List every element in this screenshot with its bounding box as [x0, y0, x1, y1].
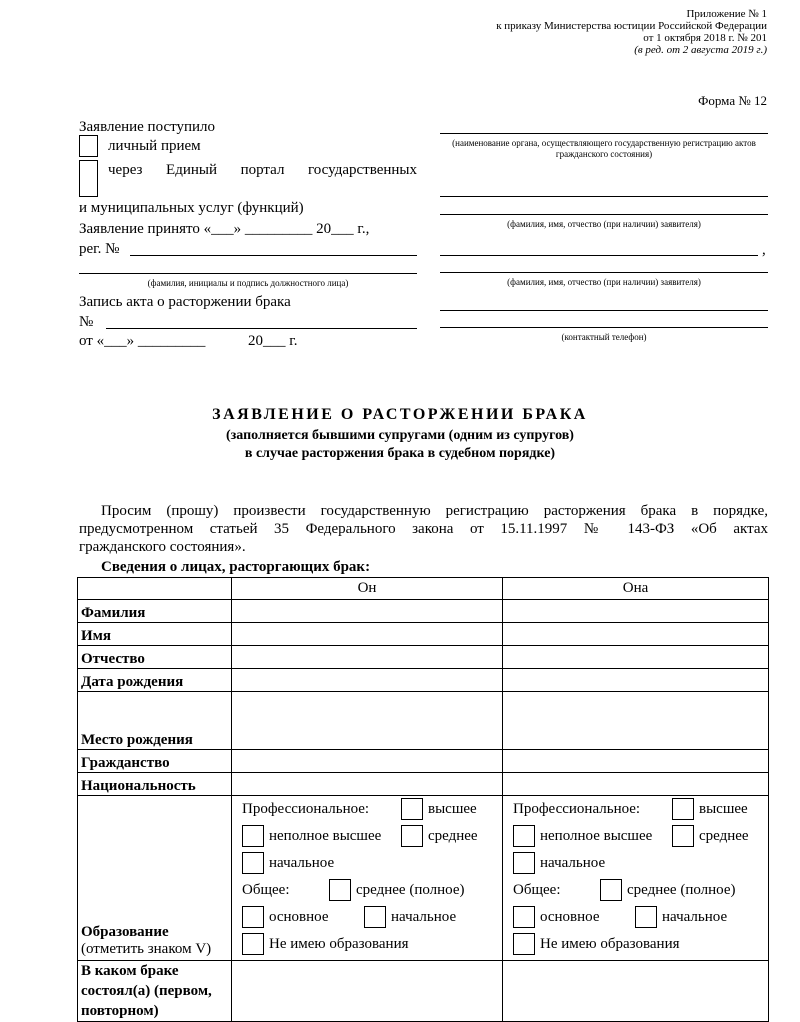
row-label-marriage: [78, 961, 232, 1022]
col-he: Он: [232, 578, 503, 600]
edu-he-secondary-checkbox[interactable]: [401, 825, 423, 847]
applicant-line-1a[interactable]: [440, 196, 768, 197]
table-row: [78, 773, 769, 796]
table-row: [78, 750, 769, 773]
table-row: [78, 961, 769, 1022]
row-label-birth-date: Дата рождения: [78, 669, 232, 692]
edu-she-incomplete-higher-checkbox[interactable]: [513, 825, 535, 847]
edu-she-basic-checkbox[interactable]: [513, 906, 535, 928]
body-line-2: предусмотренном статьей 35 Федерального закона от 15.11.1997 № 143-ФЗ «Об актах: [79, 521, 768, 537]
reg-label: рег. №: [79, 241, 120, 257]
row-label-education: [78, 796, 232, 961]
edu-she-primary-general-checkbox[interactable]: [635, 906, 657, 928]
table-row: [78, 600, 769, 623]
phone-caption: (контактный телефон): [561, 332, 647, 342]
edu-he-incomplete-higher-label: неполное высшее: [269, 828, 382, 844]
edu-she-primary-checkbox[interactable]: [513, 852, 535, 874]
edu-she-secondary-label: среднее: [699, 828, 749, 844]
persons-table: [77, 577, 769, 1022]
citizenship-she-cell[interactable]: [503, 750, 769, 773]
edu-she-basic-label: основное: [540, 909, 600, 925]
body-line-3: гражданского состояния».: [79, 539, 246, 555]
birth-place-she-cell[interactable]: [503, 692, 769, 750]
edu-he-secondary-label: среднее: [428, 828, 478, 844]
portal-checkbox[interactable]: [79, 160, 98, 197]
edu-he-primary-checkbox[interactable]: [242, 852, 264, 874]
edu-he-primary-label: начальное: [269, 855, 335, 871]
edu-he-primary-general-checkbox[interactable]: [364, 906, 386, 928]
record-label: Запись акта о расторжении брака: [79, 294, 291, 310]
record-number-label: №: [79, 314, 94, 330]
applicant-comma: ,: [762, 242, 766, 258]
phone-line-a[interactable]: [440, 310, 768, 311]
portal-label-line1: через Единый портал государственных: [108, 162, 417, 178]
applicant-caption-1: (фамилия, имя, отчество (при наличии) заявителя): [507, 219, 701, 229]
edu-she-higher-checkbox[interactable]: [672, 798, 694, 820]
edu-he-none-label: Не имею образования: [269, 936, 409, 952]
table-header-empty: [78, 578, 232, 600]
marriage-label-line-3: повторном): [81, 1003, 159, 1019]
birth-place-he-cell[interactable]: [232, 692, 503, 750]
applicant-line-1b[interactable]: [440, 214, 768, 215]
edu-he-higher-checkbox[interactable]: [401, 798, 423, 820]
nationality-he-cell[interactable]: [232, 773, 503, 796]
row-label-surname: Фамилия: [78, 600, 232, 623]
applicant-line-2b[interactable]: [440, 272, 768, 273]
edu-he-primary-general-label: начальное: [391, 909, 457, 925]
applicant-line-2a[interactable]: [440, 255, 758, 256]
marriage-label-line-1: В каком браке: [81, 963, 179, 979]
edu-he-secondary-full-label: среднее (полное): [356, 882, 465, 898]
record-date-year: 20___ г.: [248, 333, 298, 349]
row-label-birth-place: Место рождения: [78, 692, 232, 750]
marriage-label-line-2: состоял(а) (первом,: [81, 983, 212, 999]
personal-checkbox[interactable]: [79, 135, 98, 157]
row-label-patronymic: Отчество: [78, 646, 232, 669]
education-note: (отметить знаком V): [81, 941, 212, 957]
header-line-2: к приказу Министерства юстиции Российской Федерации: [496, 20, 767, 32]
patronymic-he-cell[interactable]: [232, 646, 503, 669]
header-line-1: Приложение № 1: [686, 8, 767, 20]
edu-she-primary-label: начальное: [540, 855, 606, 871]
edu-she-incomplete-higher-label: неполное высшее: [540, 828, 653, 844]
form-number: Форма № 12: [698, 93, 767, 108]
row-label-nationality: Национальность: [78, 773, 232, 796]
header-line-3: от 1 октября 2018 г. № 201: [643, 32, 767, 44]
patronymic-she-cell[interactable]: [503, 646, 769, 669]
edu-she-none-label: Не имею образования: [540, 936, 680, 952]
edu-she-higher-label: высшее: [699, 801, 748, 817]
edu-she-secondary-full-label: среднее (полное): [627, 882, 736, 898]
edu-she-secondary-full-checkbox[interactable]: [600, 879, 622, 901]
col-she: Она: [503, 578, 769, 600]
table-row: [78, 669, 769, 692]
edu-he-general: Общее:: [242, 882, 290, 898]
official-signature-line[interactable]: [79, 273, 417, 274]
table-row: [78, 796, 769, 961]
edu-he-basic-checkbox[interactable]: [242, 906, 264, 928]
education-he-cell: [232, 796, 503, 961]
table-header-row: [78, 578, 769, 600]
birth-date-he-cell[interactable]: [232, 669, 503, 692]
organ-line[interactable]: [440, 133, 768, 134]
name-he-cell[interactable]: [232, 623, 503, 646]
table-row: [78, 646, 769, 669]
edu-she-secondary-checkbox[interactable]: [672, 825, 694, 847]
edu-she-general: Общее:: [513, 882, 561, 898]
record-number-line[interactable]: [106, 328, 417, 329]
marriage-he-cell[interactable]: [232, 961, 503, 1022]
phone-line-b[interactable]: [440, 327, 768, 328]
edu-she-professional: Профессиональное:: [513, 801, 641, 817]
surname-he-cell[interactable]: [232, 600, 503, 623]
row-label-name: Имя: [78, 623, 232, 646]
education-label: Образование: [81, 924, 169, 940]
edu-she-primary-general-label: начальное: [662, 909, 728, 925]
organ-caption: (наименование органа, осуществляющего государственную регистрацию актов гражданского состояния): [452, 138, 756, 159]
marriage-she-cell[interactable]: [503, 961, 769, 1022]
received-label: Заявление поступило: [79, 119, 216, 135]
official-caption: (фамилия, инициалы и подпись должностного лица): [147, 278, 349, 288]
title-sub-2: в случае расторжения брака в судебном порядке): [244, 446, 556, 461]
citizenship-he-cell[interactable]: [232, 750, 503, 773]
surname-she-cell[interactable]: [503, 600, 769, 623]
body-line-1: Просим (прошу) произвести государственную регистрацию расторжения брака в порядке,: [101, 503, 768, 519]
name-she-cell[interactable]: [503, 623, 769, 646]
edu-he-incomplete-higher-checkbox[interactable]: [242, 825, 264, 847]
edu-she-none-checkbox[interactable]: [513, 933, 535, 955]
record-date-prefix: от «___» _________: [79, 333, 206, 349]
edu-he-secondary-full-checkbox[interactable]: [329, 879, 351, 901]
reg-number-line[interactable]: [130, 255, 417, 256]
table-row: [78, 623, 769, 646]
birth-date-she-cell[interactable]: [503, 669, 769, 692]
header-line-4: (в ред. от 2 августа 2019 г.): [634, 44, 767, 56]
portal-label-line2: и муниципальных услуг (функций): [79, 200, 304, 216]
personal-label: личный прием: [108, 138, 201, 154]
table-row: [78, 692, 769, 750]
title-sub-1: (заполняется бывшими супругами (одним из супругов): [226, 428, 574, 443]
education-she-cell: [503, 796, 769, 961]
section-heading: Сведения о лицах, расторгающих брак:: [101, 559, 371, 575]
edu-he-professional: Профессиональное:: [242, 801, 370, 817]
nationality-she-cell[interactable]: [503, 773, 769, 796]
edu-he-higher-label: высшее: [428, 801, 477, 817]
applicant-caption-2: (фамилия, имя, отчество (при наличии) заявителя): [507, 277, 701, 287]
edu-he-basic-label: основное: [269, 909, 329, 925]
row-label-citizenship: Гражданство: [78, 750, 232, 773]
edu-he-none-checkbox[interactable]: [242, 933, 264, 955]
accepted-label: Заявление принято «___» _________ 20___ г.,: [79, 221, 370, 237]
page-title: ЗАЯВЛЕНИЕ О РАСТОРЖЕНИИ БРАКА: [212, 406, 588, 423]
